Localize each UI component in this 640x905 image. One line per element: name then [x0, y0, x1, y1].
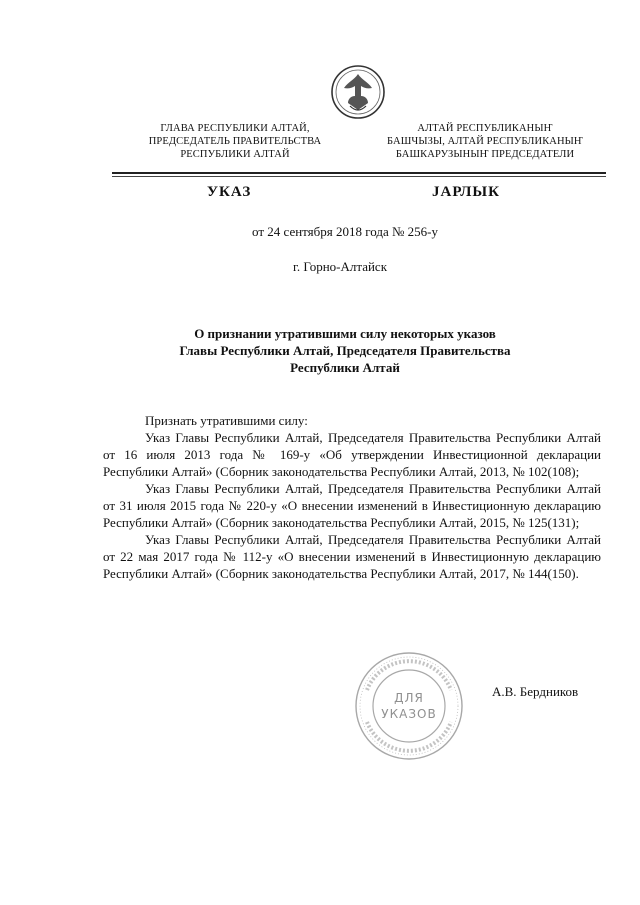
title-line: Главы Республики Алтай, Председателя Правительства	[179, 343, 511, 358]
header-right-line: БАШЧЫЗЫ, АЛТАЙ РЕСПУБЛИКАНЫҤ	[387, 136, 583, 147]
document-body	[103, 412, 601, 582]
body-item: Указ Главы Республики Алтай, Председателя Правительства Республики Алтай от 22 мая 2017 года № 112-у «О внесении изменений в Инвестиционную декларацию Республики Алтай» (Сборник законодательства Республики Алтай, 2017, № 144(150).	[103, 532, 601, 581]
header-left-line: РЕСПУБЛИКИ АЛТАЙ	[180, 149, 290, 160]
header-left-line: ГЛАВА РЕСПУБЛИКИ АЛТАЙ,	[160, 123, 310, 134]
official-stamp	[353, 650, 465, 762]
body-intro: Признать утратившими силу:	[145, 413, 308, 428]
header-right-line: АЛТАЙ РЕСПУБЛИКАНЫҤ	[417, 123, 553, 134]
header-divider-thick	[112, 172, 606, 174]
title-line: Республики Алтай	[290, 360, 400, 375]
document-title	[130, 325, 560, 376]
header-right-block	[360, 122, 610, 161]
coat-of-arms-emblem	[330, 62, 386, 122]
title-line: О признании утратившими силу некоторых указов	[194, 326, 496, 341]
document-date: от 24 сентября 2018 года № 256-у	[252, 224, 438, 239]
doc-type-ru: УКАЗ	[207, 184, 252, 200]
stamp-line-2: УКАЗОВ	[381, 707, 437, 721]
body-item: Указ Главы Республики Алтай, Председателя Правительства Республики Алтай от 16 июля 2013 года № 169-у «Об утверждении Инвестиционной декларации Республики Алтай» (Сборник законодательства Республики Алтай, 2013, № 102(108);	[103, 430, 601, 479]
header-left-block	[130, 122, 340, 161]
body-item: Указ Главы Республики Алтай, Председателя Правительства Республики Алтай от 31 июля 2015 года № 220-у «О внесении изменений в Инвестиционную декларацию Республики Алтай» (Сборник законодательства Республики Алтай, 2015, № 125(131);	[103, 481, 601, 530]
stamp-line-1: ДЛЯ	[394, 691, 424, 705]
header-divider-thin	[112, 176, 606, 177]
signer-name: А.В. Бердников	[492, 684, 579, 699]
header-right-line: БАШКАРУЗЫНЫҤ ПРЕДСЕДАТЕЛИ	[395, 149, 575, 160]
doc-type-alt: JАРЛЫК	[432, 184, 501, 200]
document-city: г. Горно-Алтайск	[292, 259, 388, 274]
header-left-line: ПРЕДСЕДАТЕЛЬ ПРАВИТЕЛЬСТВА	[148, 136, 322, 147]
